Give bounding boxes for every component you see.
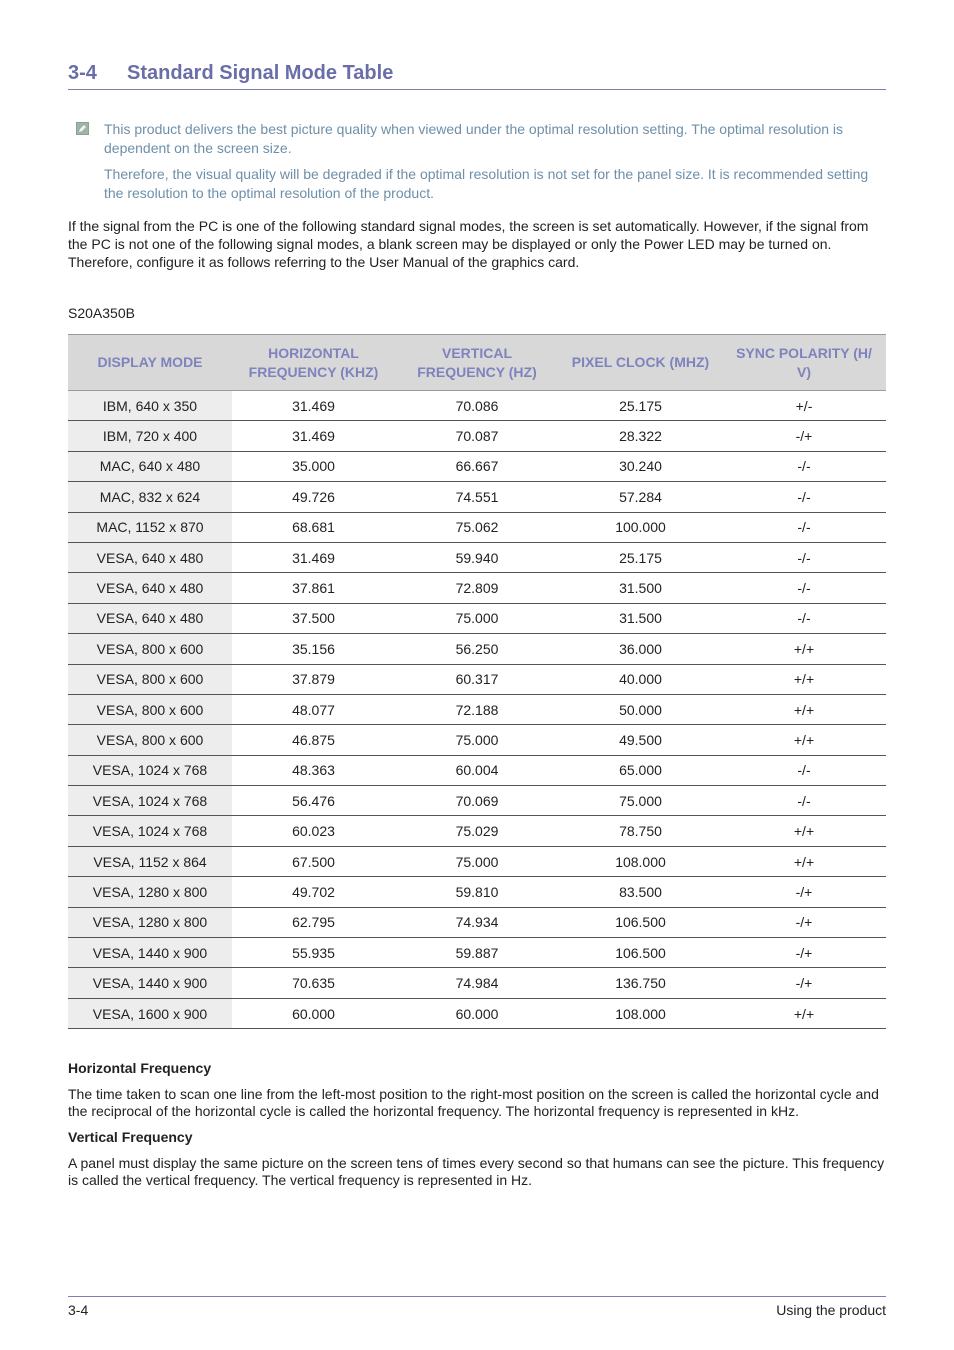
pixel-clock-cell: 57.284 xyxy=(559,482,722,512)
pixel-clock-cell: 25.175 xyxy=(559,542,722,572)
table-row xyxy=(68,907,886,937)
sync-polarity-cell: +/- xyxy=(722,391,886,421)
column-header: SYNC POLARITY (H/ V) xyxy=(722,335,886,391)
pixel-clock-cell: 78.750 xyxy=(559,816,722,846)
horizontal-frequency-cell: 67.500 xyxy=(232,846,395,876)
sync-polarity-cell: -/+ xyxy=(722,421,886,451)
vertical-frequency-cell: 66.667 xyxy=(395,451,559,481)
vertical-frequency-cell: 70.069 xyxy=(395,786,559,816)
section-heading xyxy=(68,62,886,90)
display-mode-cell: MAC, 1152 x 870 xyxy=(68,512,232,542)
horizontal-frequency-cell: 37.879 xyxy=(232,664,395,694)
pixel-clock-cell: 108.000 xyxy=(559,846,722,876)
vertical-frequency-cell: 59.940 xyxy=(395,542,559,572)
vertical-frequency-cell: 60.000 xyxy=(395,998,559,1028)
pixel-clock-cell: 100.000 xyxy=(559,512,722,542)
horizontal-frequency-cell: 31.469 xyxy=(232,542,395,572)
sync-polarity-cell: +/+ xyxy=(722,816,886,846)
definition-title: Horizontal Frequency xyxy=(68,1060,212,1076)
display-mode-cell: VESA, 1152 x 864 xyxy=(68,846,232,876)
vertical-frequency-cell: 59.887 xyxy=(395,938,559,968)
sync-polarity-cell: +/+ xyxy=(722,725,886,755)
vertical-frequency-cell: 74.551 xyxy=(395,482,559,512)
pixel-clock-cell: 65.000 xyxy=(559,755,722,785)
pixel-clock-cell: 30.240 xyxy=(559,451,722,481)
table-row xyxy=(68,755,886,785)
table-row xyxy=(68,786,886,816)
pixel-clock-cell: 25.175 xyxy=(559,391,722,421)
horizontal-frequency-cell: 49.702 xyxy=(232,877,395,907)
display-mode-cell: IBM, 720 x 400 xyxy=(68,421,232,451)
display-mode-cell: VESA, 640 x 480 xyxy=(68,542,232,572)
note-paragraph: This product delivers the best picture quality when viewed under the optimal resolution setting. The optimal resolution is dependent on the screen size. xyxy=(104,121,844,156)
sync-polarity-cell: -/+ xyxy=(722,968,886,998)
horizontal-frequency-cell: 70.635 xyxy=(232,968,395,998)
pixel-clock-cell: 50.000 xyxy=(559,694,722,724)
vertical-frequency-cell: 75.000 xyxy=(395,725,559,755)
display-mode-cell: VESA, 1024 x 768 xyxy=(68,755,232,785)
vertical-frequency-cell: 70.087 xyxy=(395,421,559,451)
model-label: S20A350B xyxy=(68,305,135,321)
table-row xyxy=(68,968,886,998)
sync-polarity-cell: +/+ xyxy=(722,664,886,694)
display-mode-cell: VESA, 1600 x 900 xyxy=(68,998,232,1028)
sync-polarity-cell: +/+ xyxy=(722,694,886,724)
table-row xyxy=(68,846,886,876)
sync-polarity-cell: -/- xyxy=(722,755,886,785)
sync-polarity-cell: -/+ xyxy=(722,938,886,968)
display-mode-cell: VESA, 1440 x 900 xyxy=(68,938,232,968)
sync-polarity-cell: +/+ xyxy=(722,634,886,664)
horizontal-frequency-cell: 37.861 xyxy=(232,573,395,603)
display-mode-cell: VESA, 1440 x 900 xyxy=(68,968,232,998)
vertical-frequency-cell: 59.810 xyxy=(395,877,559,907)
table-row xyxy=(68,664,886,694)
sync-polarity-cell: -/- xyxy=(722,573,886,603)
vertical-frequency-cell: 74.984 xyxy=(395,968,559,998)
horizontal-frequency-cell: 68.681 xyxy=(232,512,395,542)
sync-polarity-cell: -/- xyxy=(722,512,886,542)
horizontal-frequency-cell: 56.476 xyxy=(232,786,395,816)
sync-polarity-cell: +/+ xyxy=(722,998,886,1028)
horizontal-frequency-cell: 62.795 xyxy=(232,907,395,937)
vertical-frequency-cell: 72.188 xyxy=(395,694,559,724)
horizontal-frequency-cell: 55.935 xyxy=(232,938,395,968)
horizontal-frequency-cell: 48.363 xyxy=(232,755,395,785)
display-mode-cell: VESA, 1024 x 768 xyxy=(68,816,232,846)
vertical-frequency-cell: 70.086 xyxy=(395,391,559,421)
pixel-clock-cell: 28.322 xyxy=(559,421,722,451)
column-header: HORIZONTAL FREQUENCY (KHZ) xyxy=(232,335,395,391)
table-row xyxy=(68,421,886,451)
note-box xyxy=(68,120,886,210)
sync-polarity-cell: -/- xyxy=(722,482,886,512)
table-row xyxy=(68,482,886,512)
horizontal-frequency-cell: 49.726 xyxy=(232,482,395,512)
pixel-clock-cell: 106.500 xyxy=(559,907,722,937)
definition-text: The time taken to scan one line from the left-most position to the right-most position on the screen is called the horizontal cycle and the reciprocal of the horizontal cycle is called the horizontal frequency. The horizontal frequency is represented in kHz. xyxy=(68,1086,879,1119)
table-row xyxy=(68,451,886,481)
table-row xyxy=(68,998,886,1028)
table-row xyxy=(68,725,886,755)
column-header: PIXEL CLOCK (MHZ) xyxy=(559,335,722,391)
table-row xyxy=(68,512,886,542)
horizontal-frequency-cell: 31.469 xyxy=(232,421,395,451)
display-mode-cell: VESA, 800 x 600 xyxy=(68,694,232,724)
pixel-clock-cell: 106.500 xyxy=(559,938,722,968)
note-paragraph: Therefore, the visual quality will be degraded if the optimal resolution is not set for the panel size. It is recommended setting the resolution to the optimal resolution of the product. xyxy=(104,166,869,201)
section-title: Standard Signal Mode Table xyxy=(127,62,394,84)
table-row xyxy=(68,603,886,633)
pixel-clock-cell: 40.000 xyxy=(559,664,722,694)
pixel-clock-cell: 31.500 xyxy=(559,603,722,633)
pixel-clock-cell: 36.000 xyxy=(559,634,722,664)
sync-polarity-cell: -/+ xyxy=(722,907,886,937)
display-mode-cell: IBM, 640 x 350 xyxy=(68,391,232,421)
sync-polarity-cell: -/+ xyxy=(722,877,886,907)
pixel-clock-cell: 75.000 xyxy=(559,786,722,816)
pixel-clock-cell: 108.000 xyxy=(559,998,722,1028)
table-header-row xyxy=(68,335,886,391)
pixel-clock-cell: 49.500 xyxy=(559,725,722,755)
table-row xyxy=(68,634,886,664)
display-mode-cell: MAC, 640 x 480 xyxy=(68,451,232,481)
display-mode-cell: VESA, 800 x 600 xyxy=(68,634,232,664)
horizontal-frequency-cell: 60.000 xyxy=(232,998,395,1028)
vertical-frequency-cell: 74.934 xyxy=(395,907,559,937)
column-header: DISPLAY MODE xyxy=(68,335,232,391)
horizontal-frequency-cell: 31.469 xyxy=(232,391,395,421)
table-row xyxy=(68,877,886,907)
display-mode-cell: VESA, 1280 x 800 xyxy=(68,877,232,907)
vertical-frequency-cell: 60.004 xyxy=(395,755,559,785)
table-row xyxy=(68,573,886,603)
horizontal-frequency-cell: 37.500 xyxy=(232,603,395,633)
page-number: 3-4 xyxy=(68,1302,89,1318)
horizontal-frequency-cell: 48.077 xyxy=(232,694,395,724)
display-mode-cell: MAC, 832 x 624 xyxy=(68,482,232,512)
horizontal-frequency-cell: 46.875 xyxy=(232,725,395,755)
definition-text: A panel must display the same picture on the screen tens of times every second so that humans can see the picture. This frequency is called the vertical frequency. The vertical frequency is represented in Hz. xyxy=(68,1155,885,1188)
display-mode-cell: VESA, 640 x 480 xyxy=(68,603,232,633)
column-header: VERTICAL FREQUENCY (HZ) xyxy=(395,335,559,391)
vertical-frequency-cell: 75.029 xyxy=(395,816,559,846)
section-number: 3-4 xyxy=(68,62,97,84)
page-footer xyxy=(68,1296,886,1317)
sync-polarity-cell: -/- xyxy=(722,786,886,816)
horizontal-frequency-cell: 35.156 xyxy=(232,634,395,664)
vertical-frequency-cell: 60.317 xyxy=(395,664,559,694)
sync-polarity-cell: +/+ xyxy=(722,846,886,876)
display-mode-cell: VESA, 800 x 600 xyxy=(68,725,232,755)
table-row xyxy=(68,938,886,968)
display-mode-cell: VESA, 1280 x 800 xyxy=(68,907,232,937)
display-mode-cell: VESA, 640 x 480 xyxy=(68,573,232,603)
display-mode-cell: VESA, 800 x 600 xyxy=(68,664,232,694)
intro-paragraph: If the signal from the PC is one of the following standard signal modes, the screen is set automatically. However, if the signal from the PC is not one of the following signal modes, a blank screen may be displayed or only the Power LED may be turned on. Therefore, configure it as follows referring to the User Manual of the graphics card. xyxy=(68,218,869,270)
pixel-clock-cell: 31.500 xyxy=(559,573,722,603)
sync-polarity-cell: -/- xyxy=(722,542,886,572)
signal-mode-table xyxy=(68,334,886,1029)
sync-polarity-cell: -/- xyxy=(722,603,886,633)
vertical-frequency-cell: 75.000 xyxy=(395,603,559,633)
vertical-frequency-cell: 75.062 xyxy=(395,512,559,542)
pixel-clock-cell: 136.750 xyxy=(559,968,722,998)
pixel-clock-cell: 83.500 xyxy=(559,877,722,907)
chapter-name: Using the product xyxy=(776,1302,886,1318)
table-row xyxy=(68,694,886,724)
vertical-frequency-cell: 72.809 xyxy=(395,573,559,603)
horizontal-frequency-cell: 35.000 xyxy=(232,451,395,481)
table-row xyxy=(68,816,886,846)
note-icon xyxy=(76,122,89,135)
definition-title: Vertical Frequency xyxy=(68,1129,193,1145)
sync-polarity-cell: -/- xyxy=(722,451,886,481)
table-row xyxy=(68,542,886,572)
horizontal-frequency-cell: 60.023 xyxy=(232,816,395,846)
display-mode-cell: VESA, 1024 x 768 xyxy=(68,786,232,816)
vertical-frequency-cell: 75.000 xyxy=(395,846,559,876)
vertical-frequency-cell: 56.250 xyxy=(395,634,559,664)
table-row xyxy=(68,391,886,421)
